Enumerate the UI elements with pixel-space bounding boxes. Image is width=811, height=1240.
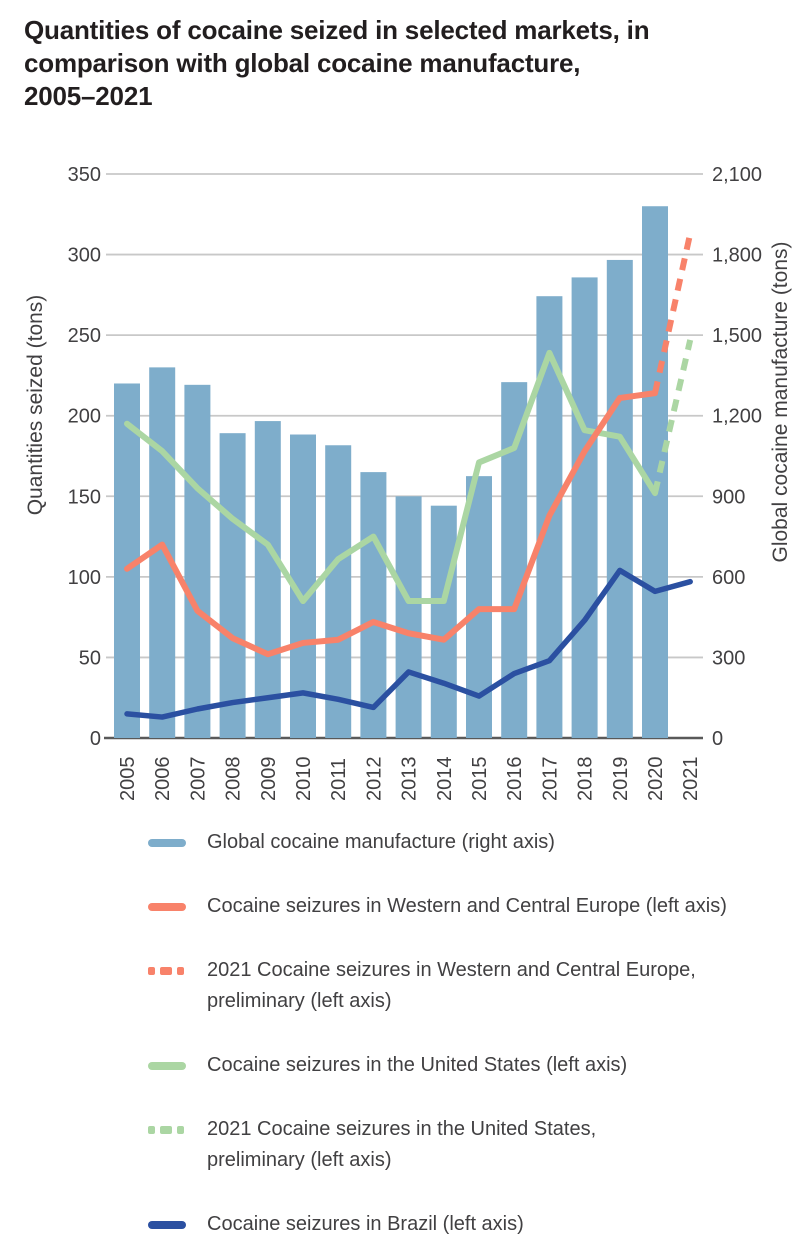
legend-item-united-states-preliminary [148, 1114, 727, 1176]
left-axis-tick-labels [68, 164, 101, 750]
bar-2008[interactable] [220, 433, 246, 738]
chart-title-line: comparison with global cocaine manufacture, [24, 48, 581, 78]
bar-2020[interactable] [642, 206, 668, 738]
svg-text:2016: 2016 [504, 756, 527, 801]
combo-chart [0, 150, 811, 812]
bar-2009[interactable] [255, 421, 281, 738]
legend-swatch-orange-solid [148, 903, 186, 911]
bar-2018[interactable] [572, 277, 598, 738]
svg-text:2010: 2010 [293, 756, 315, 801]
legend-item-brazil [148, 1209, 727, 1240]
svg-text:2011: 2011 [328, 757, 351, 801]
svg-text:2019: 2019 [609, 756, 632, 801]
right-axis-title: Global cocaine manufacture (tons) [769, 241, 792, 563]
chart-title [24, 14, 794, 113]
right-axis-tick-labels [712, 164, 762, 750]
svg-text:2,100: 2,100 [712, 164, 763, 186]
svg-text:300: 300 [67, 244, 101, 267]
legend-label: preliminary (left axis) [207, 1149, 392, 1171]
legend-swatch-bar-blue [148, 839, 186, 847]
svg-text:0: 0 [89, 728, 101, 750]
legend-label: preliminary (left axis) [207, 990, 392, 1012]
svg-text:150: 150 [67, 486, 101, 509]
legend-label: Cocaine seizures in Western and Central Europe (left axis) [207, 895, 727, 917]
legend-label: Global cocaine manufacture (right axis) [207, 831, 555, 853]
svg-text:2005: 2005 [117, 756, 139, 801]
svg-text:2006: 2006 [152, 756, 175, 801]
svg-text:2021: 2021 [680, 756, 703, 801]
legend-swatch-green-dashed [148, 1126, 186, 1134]
svg-text:1,500: 1,500 [712, 325, 763, 348]
chart-title-line: Quantities of cocaine seized in selected markets, in [24, 15, 650, 45]
chart-legend [148, 827, 727, 1240]
legend-item-united-states [148, 1050, 727, 1081]
legend-label: Cocaine seizures in the United States (left axis) [207, 1054, 628, 1076]
svg-text:2013: 2013 [398, 756, 421, 801]
svg-text:2012: 2012 [363, 756, 386, 801]
bar-2019[interactable] [607, 260, 633, 738]
bar-2007[interactable] [184, 385, 210, 738]
chart-title-line: 2005–2021 [24, 81, 153, 111]
svg-text:2007: 2007 [187, 756, 210, 801]
svg-text:100: 100 [67, 566, 101, 589]
svg-text:50: 50 [78, 647, 101, 670]
svg-text:2017: 2017 [539, 756, 562, 801]
legend-item-manufacture [148, 827, 727, 858]
bar-2011[interactable] [325, 445, 351, 738]
svg-text:1,200: 1,200 [712, 405, 763, 428]
legend-item-europe-preliminary [148, 955, 727, 1017]
bar-2013[interactable] [396, 496, 422, 738]
svg-text:600: 600 [712, 566, 746, 589]
svg-text:2014: 2014 [433, 756, 456, 801]
svg-text:200: 200 [67, 405, 101, 428]
legend-swatch-orange-dashed [148, 967, 186, 975]
bar-2016[interactable] [501, 382, 527, 738]
svg-text:2018: 2018 [574, 756, 597, 801]
svg-text:250: 250 [67, 325, 101, 348]
legend-swatch-green-solid [148, 1062, 186, 1070]
svg-text:1,800: 1,800 [712, 244, 763, 267]
legend-swatch-blue-solid [148, 1221, 186, 1229]
svg-text:300: 300 [712, 647, 746, 670]
combo-chart-canvas [0, 150, 811, 812]
legend-label: 2021 Cocaine seizures in Western and Central Europe, [207, 959, 696, 981]
legend-item-europe [148, 891, 727, 922]
svg-text:350: 350 [67, 164, 101, 186]
svg-text:2020: 2020 [645, 756, 667, 801]
svg-text:2015: 2015 [469, 756, 491, 801]
svg-text:2008: 2008 [222, 756, 245, 801]
legend-label: Cocaine seizures in Brazil (left axis) [207, 1213, 524, 1235]
left-axis-title: Quantities seized (tons) [24, 294, 47, 516]
legend-label: 2021 Cocaine seizures in the United States, [207, 1118, 597, 1140]
bar-2014[interactable] [431, 506, 457, 738]
svg-text:2009: 2009 [257, 756, 280, 801]
svg-text:900: 900 [712, 486, 746, 509]
svg-text:0: 0 [712, 728, 724, 750]
x-axis-labels [117, 757, 702, 802]
